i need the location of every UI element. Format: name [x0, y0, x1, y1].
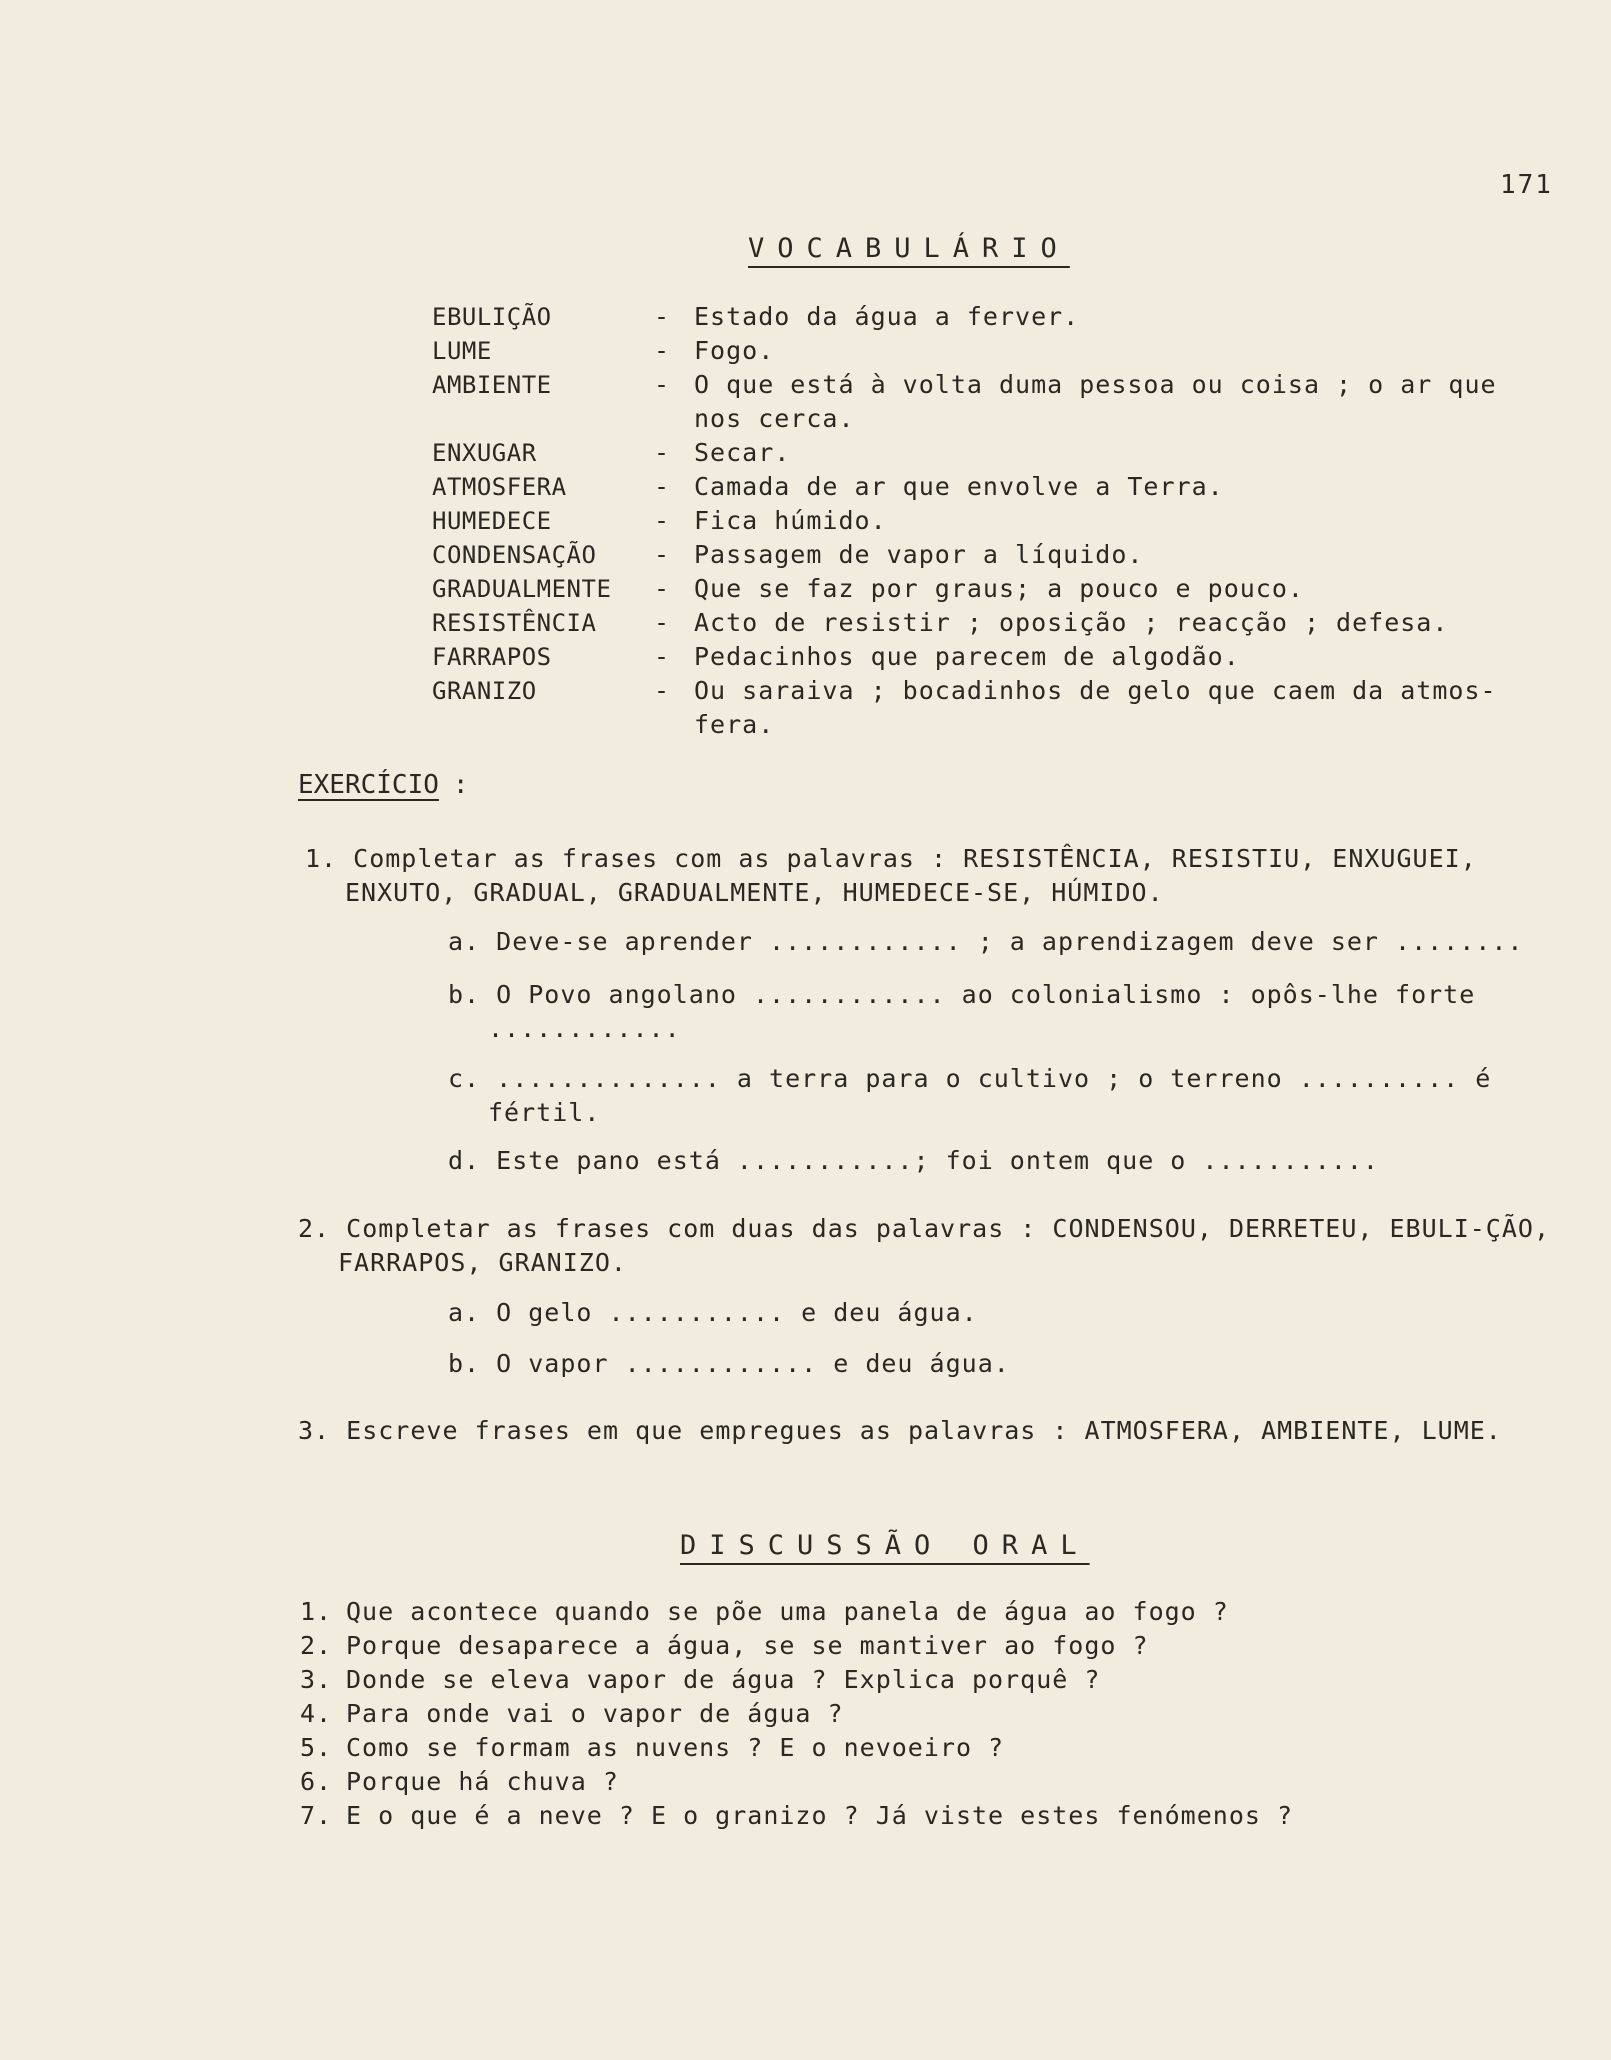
exercise-label: EXERCÍCIO :: [298, 770, 469, 800]
vocabulary-entry: GRANIZO - Ou saraiva ; bocadinhos de gelo que caem da atmos-fera.: [432, 674, 1552, 742]
exercise-1a: a. Deve-se aprender ............ ; a aprendizagem deve ser ........: [448, 927, 1524, 956]
vocabulary-term: GRANIZO: [432, 677, 537, 705]
vocabulary-term: LUME: [432, 337, 492, 365]
vocabulary-entry: ATMOSFERA - Camada de ar que envolve a Terra.: [432, 470, 1552, 504]
vocabulary-entry: LUME - Fogo.: [432, 334, 1552, 368]
vocabulary-entry: AMBIENTE - O que está à volta duma pessoa ou coisa ; o ar que nos cerca.: [432, 368, 1552, 436]
list-item: 5. Como se formam as nuvens ? E o nevoeiro ?: [300, 1733, 1005, 1762]
vocabulary-definition: Fogo.: [694, 336, 775, 365]
page-number: 171: [1500, 170, 1553, 200]
vocabulary-term: HUMEDECE: [432, 507, 552, 535]
list-item: 3. Donde se eleva vapor de água ? Explica porquê ?: [300, 1665, 1101, 1694]
vocabulary-entry: EBULIÇÃO - Estado da água a ferver.: [432, 300, 1552, 334]
list-item: 2. Porque desaparece a água, se se mantiver ao fogo ?: [300, 1631, 1149, 1660]
vocabulary-definition: O que está à volta duma pessoa ou coisa ; o ar que nos cerca.: [694, 370, 1497, 433]
vocabulary-entry: ENXUGAR - Secar.: [432, 436, 1552, 470]
vocabulary-definition: Estado da água a ferver.: [694, 302, 1080, 331]
vocabulary-entry: RESISTÊNCIA - Acto de resistir ; oposição ; reacção ; defesa.: [432, 606, 1552, 640]
vocabulary-definition: Que se faz por graus; a pouco e pouco.: [694, 574, 1304, 603]
exercise-question-2: 2. Completar as frases com duas das palavras : CONDENSOU, DERRETEU, EBULI-ÇÃO, FARRAPOS, GRANIZO.: [298, 1214, 1550, 1277]
list-item: 1. Que acontece quando se põe uma panela de água ao fogo ?: [300, 1597, 1229, 1626]
vocabulary-term: CONDENSAÇÃO: [432, 541, 597, 569]
vocabulary-definition: Pedacinhos que parecem de algodão.: [694, 642, 1240, 671]
exercise-1d: d. Este pano está ...........; foi ontem que o ...........: [448, 1146, 1379, 1175]
vocabulary-entry: GRADUALMENTE - Que se faz por graus; a pouco e pouco.: [432, 572, 1552, 606]
vocabulary-term: EBULIÇÃO: [432, 303, 552, 331]
list-item: 4. Para onde vai o vapor de água ?: [300, 1699, 844, 1728]
vocabulary-term: AMBIENTE: [432, 371, 552, 399]
exercise-1c: c. .............. a terra para o cultivo ; o terreno .......... é fértil.: [448, 1064, 1492, 1127]
vocabulary-list: [432, 300, 1552, 742]
vocabulary-entry: HUMEDECE - Fica húmido.: [432, 504, 1552, 538]
vocabulary-definition: Ou saraiva ; bocadinhos de gelo que caem da atmos-fera.: [694, 676, 1497, 739]
vocabulary-definition: Acto de resistir ; oposição ; reacção ; defesa.: [694, 608, 1449, 637]
vocabulary-definition: Passagem de vapor a líquido.: [694, 540, 1144, 569]
vocabulary-entry: FARRAPOS - Pedacinhos que parecem de algodão.: [432, 640, 1552, 674]
exercise-2a: a. O gelo ........... e deu água.: [448, 1298, 978, 1327]
list-item: 7. E o que é a neve ? E o granizo ? Já viste estes fenómenos ?: [300, 1801, 1294, 1830]
vocabulary-term: GRADUALMENTE: [432, 575, 612, 603]
vocabulary-term: ENXUGAR: [432, 439, 537, 467]
discussion-questions: [300, 1595, 1293, 1833]
exercise-question-1: 1. Completar as frases com as palavras : RESISTÊNCIA, RESISTIU, ENXUGUEI, ENXUTO, GRADUAL, GRADUALMENTE, HUMEDECE-SE, HÚMIDO.: [305, 844, 1477, 907]
vocabulary-term: RESISTÊNCIA: [432, 609, 597, 637]
vocabulary-entry: CONDENSAÇÃO - Passagem de vapor a líquido.: [432, 538, 1552, 572]
discussion-heading: DISCUSSÃO ORAL: [680, 1530, 1090, 1561]
vocabulary-term: ATMOSFERA: [432, 473, 567, 501]
vocabulary-definition: Fica húmido.: [694, 506, 887, 535]
exercise-question-3: 3. Escreve frases em que empregues as palavras : ATMOSFERA, AMBIENTE, LUME.: [298, 1416, 1502, 1445]
list-item: 6. Porque há chuva ?: [300, 1767, 619, 1796]
vocabulary-heading: VOCABULÁRIO: [748, 233, 1070, 264]
vocabulary-term: FARRAPOS: [432, 643, 552, 671]
vocabulary-definition: Camada de ar que envolve a Terra.: [694, 472, 1224, 501]
exercise-2b: b. O vapor ............ e deu água.: [448, 1349, 1010, 1378]
exercise-1b: b. O Povo angolano ............ ao colonialismo : opôs-lhe forte ............: [448, 980, 1476, 1043]
vocabulary-definition: Secar.: [694, 438, 791, 467]
